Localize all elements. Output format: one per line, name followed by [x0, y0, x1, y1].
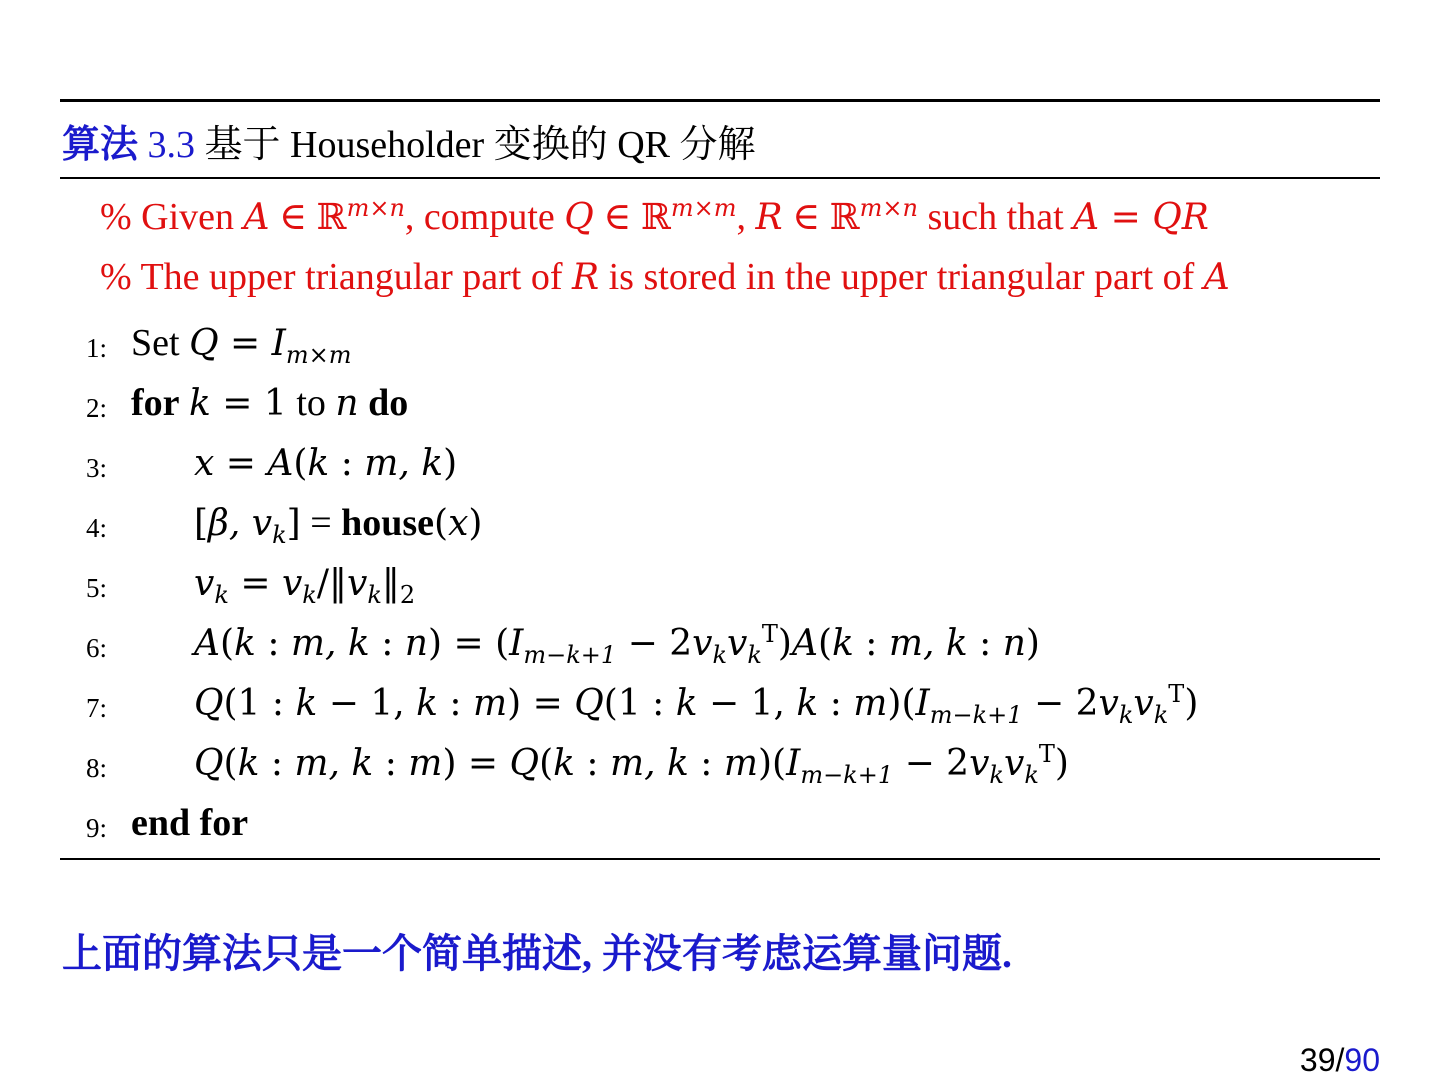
line-number: 9: [86, 813, 108, 843]
line-number: 3: [86, 453, 108, 483]
page-total: 90 [1344, 1042, 1380, 1078]
line-number: 5: [86, 573, 108, 603]
line-number: 7: [86, 693, 108, 723]
page-number [1300, 1040, 1380, 1080]
line-content: $v_k$ = $v_k/‖v_k‖_2$ [194, 563, 416, 610]
line-content: Q(1 : k − 1, k : m) = Q(1 : k − 1, k : $m)(I_{m-k+1} - 2v_kv_k^T)$ [194, 680, 1199, 730]
line-content: end for [131, 802, 249, 844]
line-number: 4: [86, 513, 108, 543]
algorithm-bottom-rule [60, 858, 1380, 860]
algorithm-caption [62, 118, 755, 172]
line-number: 8: [86, 753, 108, 783]
line-content: x = A(k : m, k) [194, 443, 458, 484]
algorithm-comment-2: % The upper triangular part of R is stored in the upper triangular part of A [100, 256, 1230, 298]
algorithm-label: 算法 [62, 124, 139, 166]
line-content: Q(k : m, k : m) = Q(k : m, k : $m)(I_{m-k+1} - 2v_kv_k^T)$ [194, 740, 1069, 790]
line-number: 1: [86, 333, 108, 363]
line-content: [β, $v_k$] = house(x) [194, 502, 483, 550]
algorithm-top-rule [60, 99, 1380, 102]
algorithm-number: 3.3 [147, 124, 196, 166]
page-separator: / [1335, 1042, 1345, 1078]
algorithm-comment-1: % Given A ∈ ℝ$^{m\times n}$, compute Q ∈ ℝ$^{m\times m}$, R ∈ ℝ$^{m\times n}$ such that A = QR [100, 194, 1209, 238]
algorithm-caption-rule [60, 177, 1380, 179]
line-number: 6: [86, 633, 108, 663]
line-content: Set $Q = I_{m\times m}$ [131, 322, 352, 370]
line-content: for k = 1 to n do [131, 382, 409, 424]
line-content: A(k : m, k : $n) = (I_{m-k+1} - 2v_kv_k^T)A(k$ : m, k : n) [194, 620, 1040, 670]
summary-note: 上面的算法只是一个简单描述, 并没有考虑运算量问题. [62, 931, 1012, 976]
page-current: 39 [1299, 1042, 1336, 1078]
line-number: 2: [86, 393, 108, 423]
algorithm-title: 基于 Householder 变换的 QR 分解 [204, 124, 756, 166]
